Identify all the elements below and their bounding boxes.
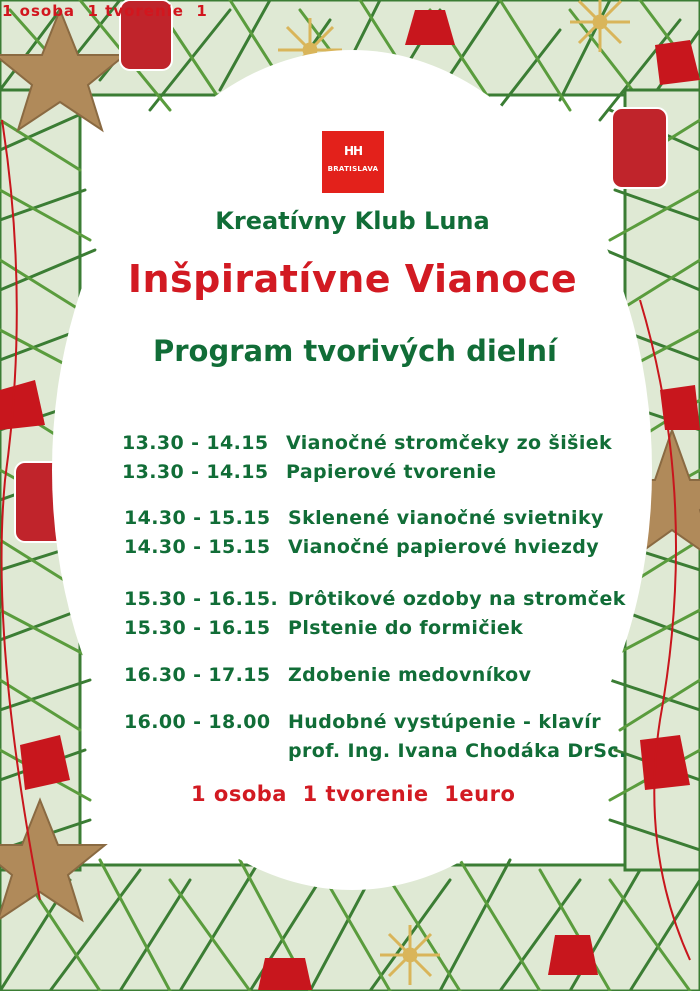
program-time: 15.30 - 16.15	[124, 617, 271, 639]
bratislava-logo-text: BRATISLAVA	[327, 165, 379, 173]
program-activity: Papierové tvorenie	[286, 461, 497, 483]
program-activity: Hudobné vystúpenie - klavír	[288, 711, 601, 733]
program-time: 14.30 - 15.15	[124, 536, 271, 558]
program-time: 16.00 - 18.00	[124, 711, 271, 733]
program-activity: Drôtikové ozdoby na stromček	[288, 588, 626, 610]
program-activity: Vianočné stromčeky zo šišiek	[286, 432, 613, 454]
program-time: 13.30 - 14.15	[122, 461, 269, 483]
program-time: 15.30 - 16.15.	[124, 588, 279, 610]
program-activity: Sklenené vianočné svietniky	[288, 507, 604, 529]
event-title: Inšpiratívne Vianoce	[127, 257, 578, 301]
corner-footer-repeat: 1 osoba 1 tvorenie 1	[2, 2, 208, 20]
program-activity: Vianočné papierové hviezdy	[288, 536, 600, 558]
program-activity: Plstenie do formičiek	[288, 617, 524, 639]
program-performer: prof. Ing. Ivana Chodáka DrSc.	[288, 740, 627, 762]
program-subtitle: Program tvorivých dielní	[153, 334, 557, 368]
bratislava-logo-mark: HH	[343, 144, 363, 158]
program-activity: Zdobenie medovníkov	[288, 664, 532, 686]
price-footer: 1 osoba 1 tvorenie 1euro	[191, 782, 516, 806]
program-time: 14.30 - 15.15	[124, 507, 271, 529]
club-name: Kreatívny Klub Luna	[215, 207, 490, 235]
program-time: 16.30 - 17.15	[124, 664, 271, 686]
program-time: 13.30 - 14.15	[122, 432, 269, 454]
